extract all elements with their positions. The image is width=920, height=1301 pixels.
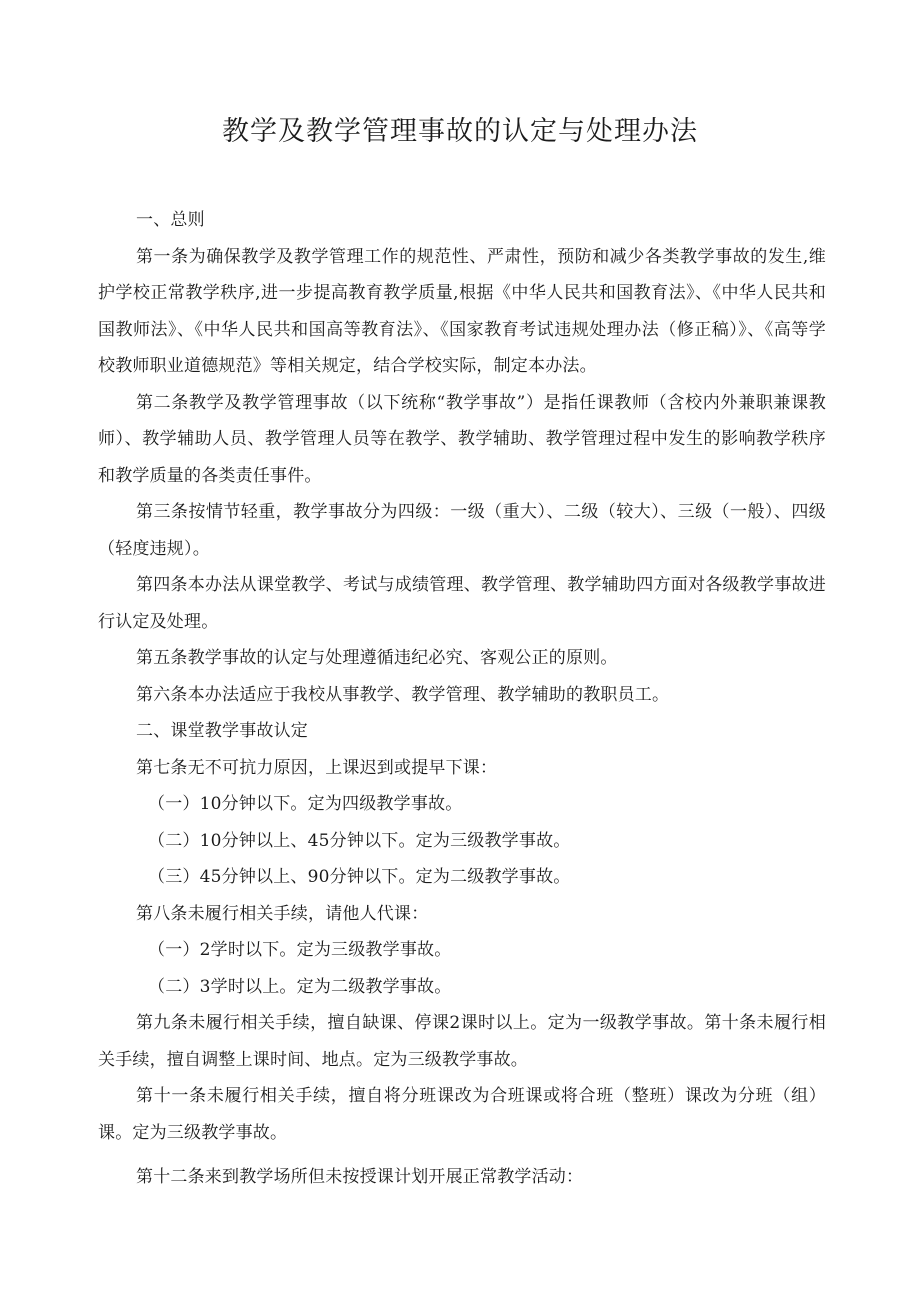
article-7-item-1: （一）10分钟以下。定为四级教学事故。 xyxy=(148,794,463,814)
article-8-item-1: （一）2学时以下。定为三级教学事故。 xyxy=(148,940,452,960)
document-title: 教学及教学管理事故的认定与处理办法 xyxy=(222,116,698,147)
article-3: 第三条按情节轻重，教学事故分为四级：一级（重大）、二级（较大）、三级（一般）、四级（轻度违规）。 xyxy=(98,502,826,559)
article-7-item-2: （二）10分钟以上、45分钟以下。定为三级教学事故。 xyxy=(148,830,571,851)
section-heading-classroom: 二、课堂教学事故认定 xyxy=(136,721,308,741)
article-7-item-3: （三）45分钟以上、90分钟以下。定为二级教学事故。 xyxy=(148,867,571,887)
article-2: 第二条教学及教学管理事故（以下统称“教学事故”）是指任课教师（含校内外兼职兼课教师）、教学辅助人员、教学管理人员等在教学、教学辅助、教学管理过程中发生的影响教学秩序和教学质量的各类责任事件。 xyxy=(98,392,826,486)
article-4: 第四条本办法从课堂教学、考试与成绩管理、教学管理、教学辅助四方面对各级教学事故进行认定及处理。 xyxy=(98,575,826,632)
article-5: 第五条教学事故的认定与处理遵循违纪必究、客观公正的原则。 xyxy=(136,648,618,668)
article-12: 第十二条来到教学场所但未按授课计划开展正常教学活动： xyxy=(136,1167,584,1187)
article-7: 第七条无不可抗力原因，上课迟到或提早下课： xyxy=(136,757,498,778)
article-11: 第十一条未履行相关手续，擅自将分班课改为合班课或将合班（整班）课改为分班（组）课。定为三级教学事故。 xyxy=(98,1086,826,1143)
document-body xyxy=(98,202,826,1196)
article-1: 第一条为确保教学及教学管理工作的规范性、严肃性，预防和减少各类教学事故的发生,维护学校正常教学秩序,进一步提高教育教学质量,根据《中华人民共和国教育法》、《中华人民共和国教师法》、《中华人民共和国高等教育法》、《国家教育考试违规处理办法（修正稿）》、《高等学校教师职业道德规范》等相关规定，结合学校实际，制定本办法。 xyxy=(98,246,826,376)
article-9-10: 第九条未履行相关手续，擅自缺课、停课2课时以上。定为一级教学事故。第十条未履行相关手续，擅自调整上课时间、地点。定为三级教学事故。 xyxy=(98,1013,826,1070)
section-heading-general: 一、总则 xyxy=(136,210,205,230)
article-6: 第六条本办法适应于我校从事教学、教学管理、教学辅助的教职员工。 xyxy=(136,684,670,705)
article-8-item-2: （二）3学时以上。定为二级教学事故。 xyxy=(148,976,452,997)
article-8: 第八条未履行相关手续，请他人代课： xyxy=(136,903,429,924)
